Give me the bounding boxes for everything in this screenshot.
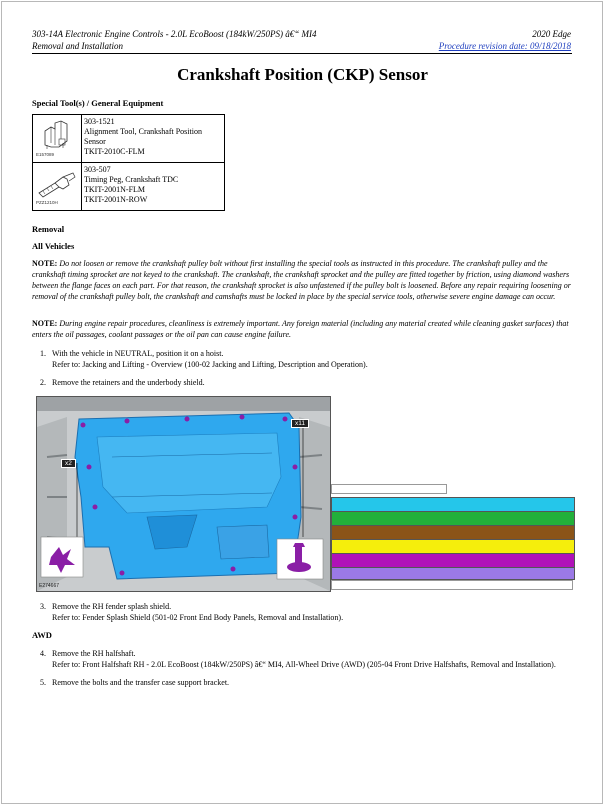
swatch-green: [332, 511, 574, 525]
header-model-year: 2020 Edge: [532, 29, 571, 39]
step-2: [40, 377, 570, 388]
tool-kit-code: TKIT-2001N-FLM: [84, 185, 146, 194]
header-left: [32, 28, 316, 52]
callout-quantity-right: x11: [291, 419, 309, 428]
tool-kit-code: TKIT-2010C-FLM: [84, 147, 145, 156]
step-number: 4.: [40, 649, 46, 658]
tool-number: 303-507: [84, 165, 111, 174]
note-text: During engine repair procedures, cleanliness is extremely important. Any foreign material (including any material created while cleaning gasket surfaces) that enters the oil passages, coolant passages or the oil pan can cause engine failure.: [32, 319, 569, 339]
header-manual-section: 303-14A Electronic Engine Controls - 2.0L EcoBoost (184kW/250PS) â€“ MI4: [32, 29, 317, 39]
tool-image-cell: [33, 163, 82, 211]
underbody-shield-figure: [36, 396, 331, 592]
tool-image-cell: [33, 115, 82, 163]
header-right: [439, 28, 571, 52]
tool-kit-code: TKIT-2001N-ROW: [84, 195, 148, 204]
tool-figure-id: PZZ1210H: [36, 200, 58, 205]
swatch-magenta: [332, 553, 574, 567]
tool-description-cell: [82, 163, 225, 211]
note-label: NOTE:: [32, 319, 58, 328]
step-number: 3.: [40, 602, 46, 611]
header-divider: [32, 53, 572, 54]
tool-number: 303-1521: [84, 117, 115, 126]
note-text: Do not loosen or remove the crankshaft pulley bolt without first installing the special tools as instructed in this procedure. The crankshaft pulley and the crankshaft timing sprocket are not keyed to the crankshaft. The crankshaft, the crankshaft sprocket and the pulley are fitted together by friction, using diamond washers between the flange faces on each part. For that reason, the crankshaft sprocket is also unfastened if the pulley bolt is loosened. Before any repair requiring loosening or removal of the crankshaft pulley bolt, the crankshaft and camshafts must be locked in place by the special service tools, otherwise severe engine damage can occur.: [32, 259, 571, 301]
note-label: NOTE:: [32, 259, 58, 268]
tool-name: Alignment Tool, Crankshaft Position Sensor: [84, 127, 202, 146]
tool-figure-id: E157089: [36, 152, 55, 157]
blank-bar-bottom: [331, 580, 573, 590]
header-doc-type: Removal and Installation: [32, 41, 123, 51]
all-vehicles-heading: All Vehicles: [32, 241, 75, 251]
awd-heading: AWD: [32, 630, 52, 640]
tool-row: [33, 115, 225, 163]
page-title: Crankshaft Position (CKP) Sensor: [177, 65, 428, 84]
tool-row: [33, 163, 225, 211]
swatch-brown: [332, 525, 574, 539]
step-text: Remove the bolts and the transfer case support bracket.: [52, 678, 230, 687]
removal-heading: Removal: [32, 224, 65, 234]
step-reference-link[interactable]: Refer to: Fender Splash Shield (501-02 Front End Body Panels, Removal and Installation).: [52, 613, 344, 622]
step-4: [40, 648, 570, 670]
step-text: Remove the RH halfshaft.: [52, 649, 136, 658]
step-reference-link[interactable]: Refer to: Jacking and Lifting - Overview (100-02 Jacking and Lifting, Description and Operation).: [52, 360, 368, 369]
revision-date-link[interactable]: Procedure revision date: 09/18/2018: [438, 41, 571, 51]
step-number: 2.: [40, 378, 46, 387]
special-tools-heading: Special Tool(s) / General Equipment: [32, 98, 164, 108]
swatch-yellow: [332, 539, 574, 553]
note-crankshaft-warning: [32, 258, 572, 302]
tool-description-cell: [82, 115, 225, 163]
step-text: Remove the retainers and the underbody shield.: [52, 378, 205, 387]
swatch-lavender: [332, 567, 574, 579]
step-number: 1.: [40, 349, 46, 358]
color-swatch-panel: [331, 497, 575, 580]
tool-name: Timing Peg, Crankshaft TDC: [84, 175, 179, 184]
step-5: [40, 677, 570, 688]
figure-id: E274667: [39, 583, 60, 589]
swatch-cyan: [332, 498, 574, 511]
step-1: [40, 348, 570, 370]
step-text: With the vehicle in NEUTRAL, position it on a hoist.: [52, 349, 224, 358]
step-3: [40, 601, 570, 623]
step-number: 5.: [40, 678, 46, 687]
step-reference-link[interactable]: Refer to: Front Halfshaft RH - 2.0L EcoBoost (184kW/250PS) â€“ MI4, All-Wheel Drive (AWD) (205-04 Front Drive Halfshafts, Removal and Installation).: [52, 660, 556, 669]
callout-quantity-left: x2: [61, 459, 76, 468]
note-cleanliness: [32, 318, 572, 340]
step-text: Remove the RH fender splash shield.: [52, 602, 172, 611]
special-tools-table: [32, 114, 225, 211]
underbody-shield-illustration: [37, 397, 330, 591]
blank-bar-top: [331, 484, 447, 494]
